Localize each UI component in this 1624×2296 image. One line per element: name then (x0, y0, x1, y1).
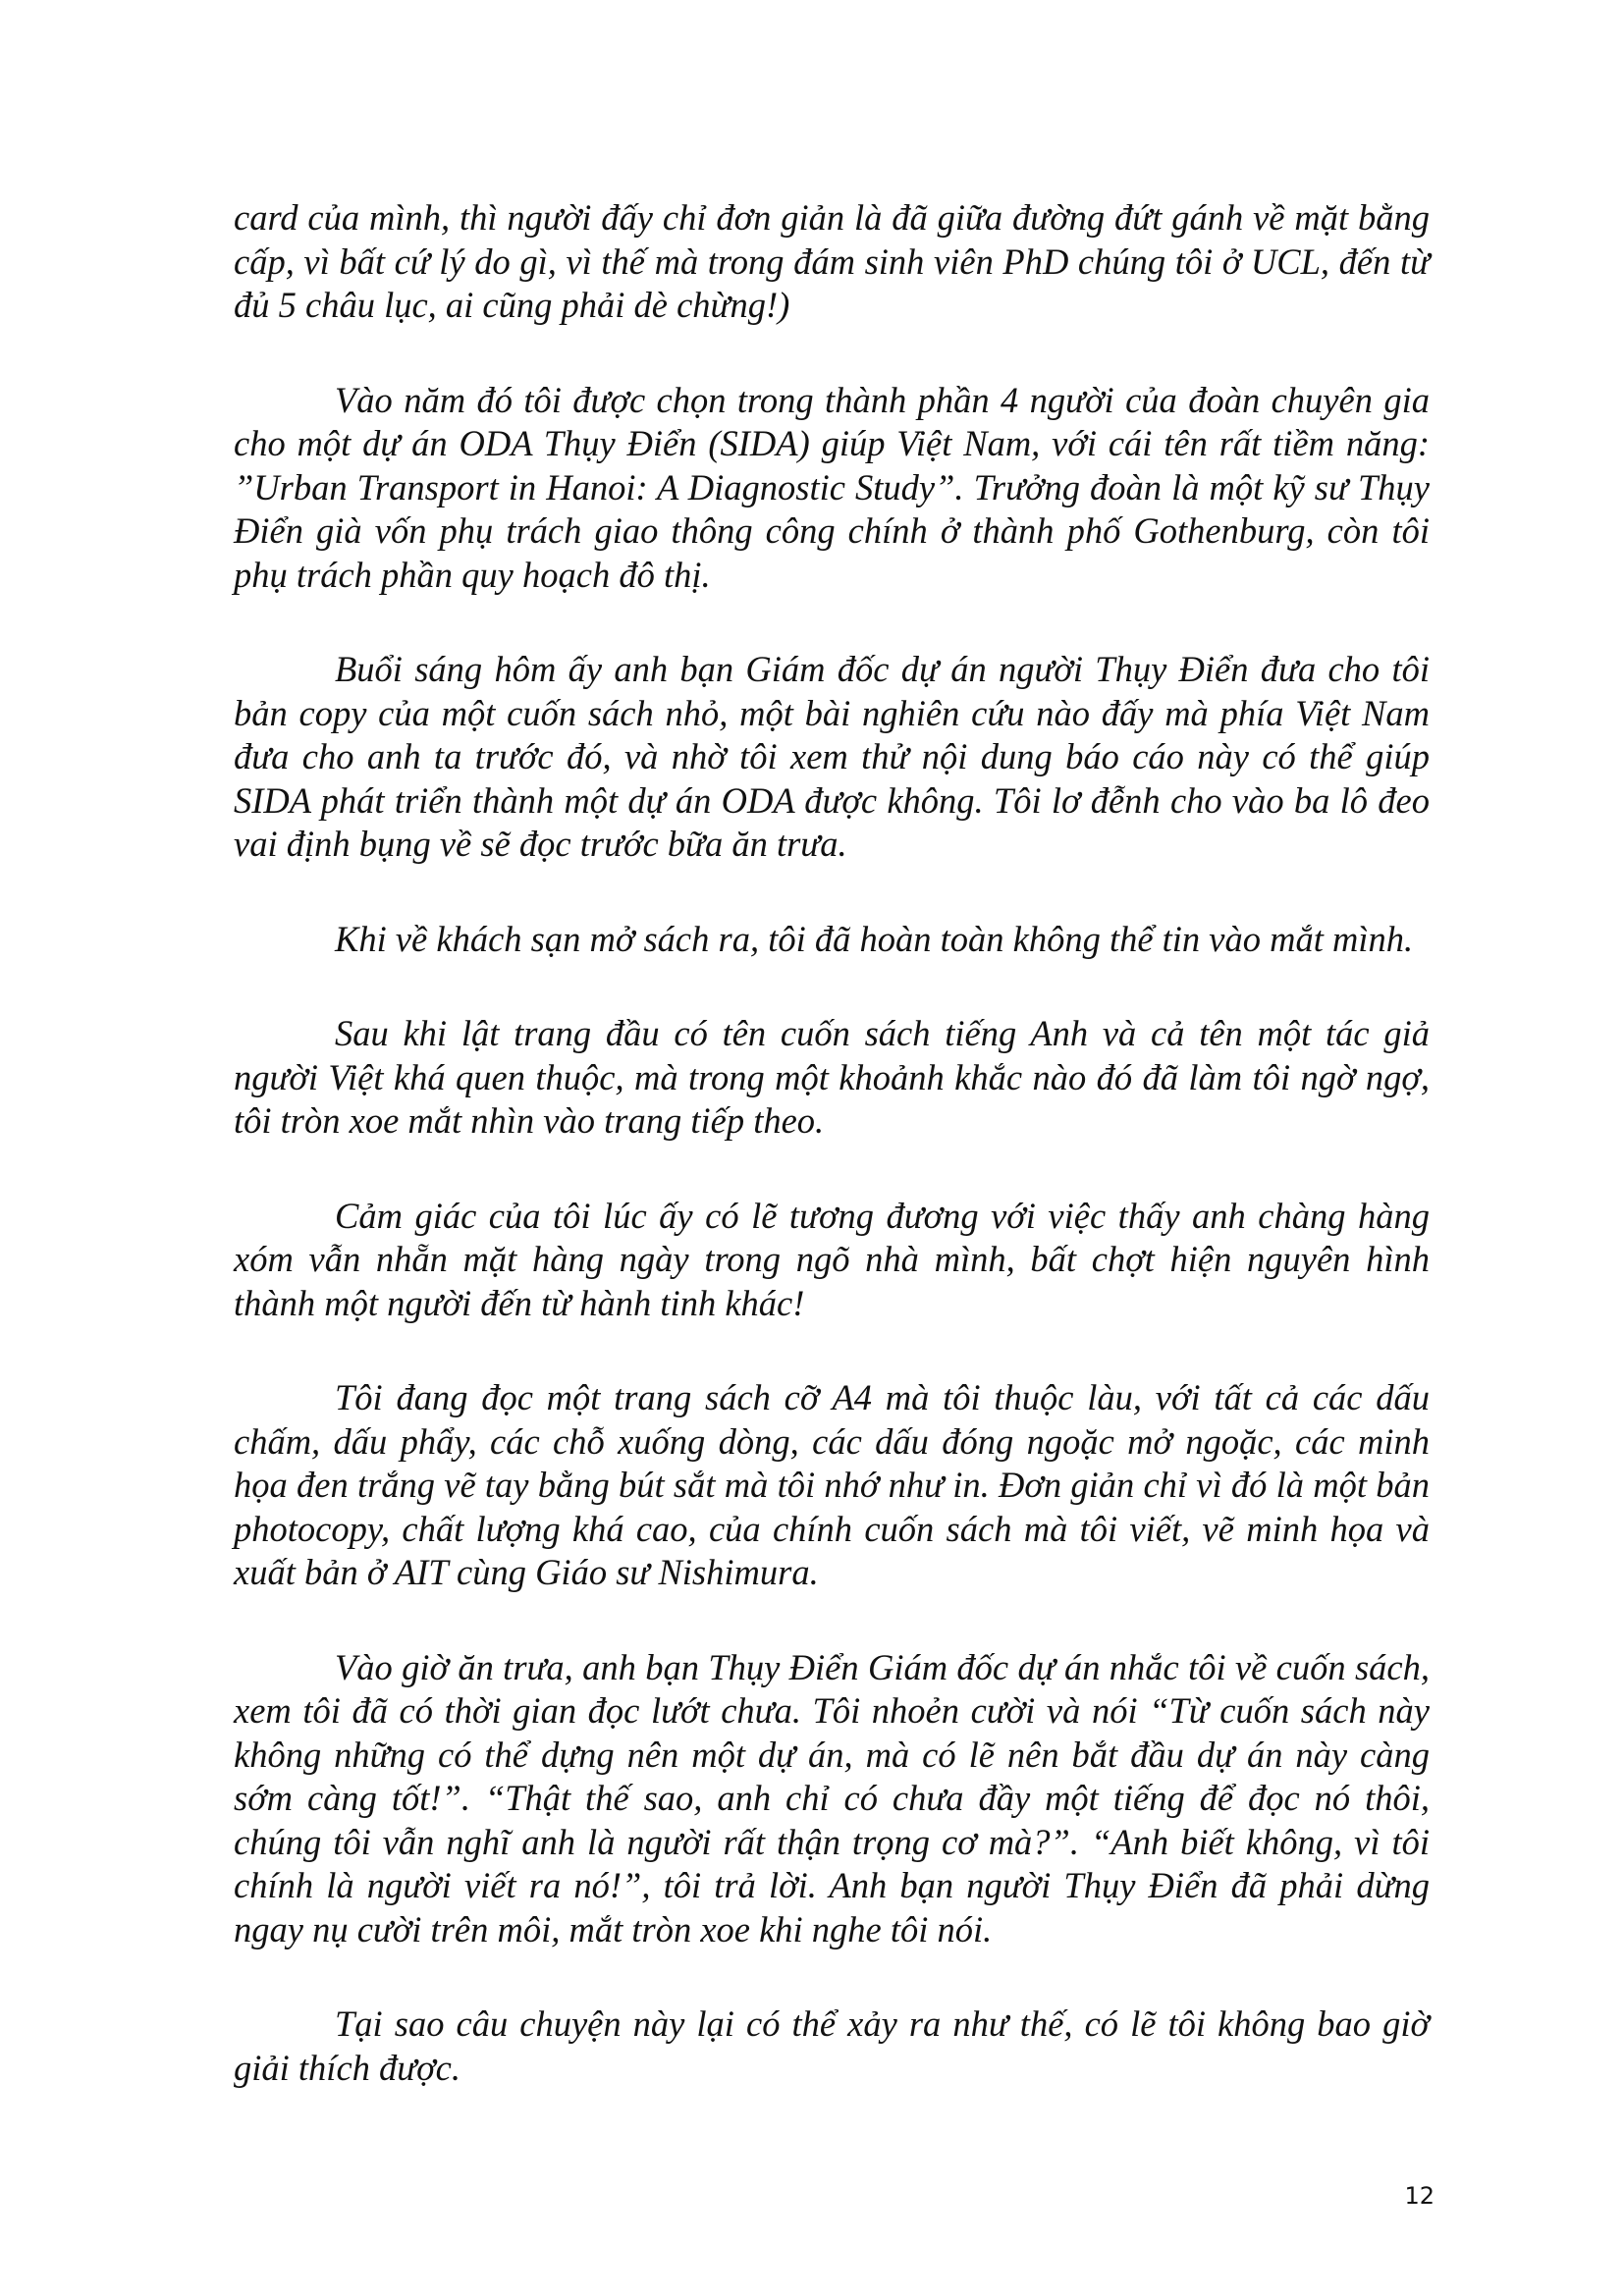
page-number: 12 (1404, 2182, 1435, 2210)
paragraph-lunch-conversation: Vào giờ ăn trưa, anh bạn Thụy Điển Giám đốc dự án nhắc tôi về cuốn sách, xem tôi đã có thời gian đọc lướt chưa. Tôi nhoẻn cười và nói “Từ cuốn sách này không những có thể dựng nên một dự án, mà có lẽ nên bắt đầu dự án này càng sớm càng tốt!”. “Thật thế sao, anh chỉ có chưa đầy một tiếng để đọc nó thôi, chúng tôi vẫn nghĩ anh là người rất thận trọng cơ mà?”. “Anh biết không, vì tôi chính là người viết ra nó!”, tôi trả lời. Anh bạn người Thụy Điển đã phải dừng ngay nụ cười trên môi, mắt tròn xoe khi nghe tôi nói. (234, 1646, 1430, 1949)
paragraph-conclusion: Tại sao câu chuyện này lại có thể xảy ra như thế, có lẽ tôi không bao giờ giải thích được. (234, 2003, 1430, 2088)
paragraph-book-copy: Buổi sáng hôm ấy anh bạn Giám đốc dự án người Thụy Điển đưa cho tôi bản copy của một cuốn sách nhỏ, một bài nghiên cứu nào đấy mà phía Việt Nam đưa cho anh ta trước đó, và nhờ tôi xem thử nội dung báo cáo này có thể giúp SIDA phát triển thành một dự án ODA được không. Tôi lơ đễnh cho vào ba lô đeo vai định bụng về sẽ đọc trước bữa ăn trưa. (234, 649, 1430, 864)
paragraph-disbelief: Khi về khách sạn mở sách ra, tôi đã hoàn toàn không thể tin vào mắt mình. (335, 918, 1414, 959)
paragraph-continuation: card của mình, thì người đấy chỉ đơn giản là đã giữa đường đứt gánh về mặt bằng cấp, vì bất cứ lý do gì, vì thế mà trong đám sinh viên PhD chúng tôi ở UCL, đến từ đủ 5 châu lục, ai cũng phải dè chừng!) (234, 197, 1430, 325)
paragraph-a4-page: Tôi đang đọc một trang sách cỡ A4 mà tôi thuộc làu, với tất cả các dấu chấm, dấu phẩy, các chỗ xuống dòng, các dấu đóng ngoặc mở ngoặc, các minh họa đen trắng vẽ tay bằng bút sắt mà tôi nhớ như in. Đơn giản chỉ vì đó là một bản photocopy, chất lượng khá cao, của chính cuốn sách mà tôi viết, vẽ minh họa và xuất bản ở AIT cùng Giáo sư Nishimura. (234, 1377, 1430, 1592)
paragraph-feeling: Cảm giác của tôi lúc ấy có lẽ tương đương với việc thấy anh chàng hàng xóm vẫn nhẵn mặt hàng ngày trong ngõ nhà mình, bất chợt hiện nguyên hình thành một người đến từ hành tinh khác! (234, 1195, 1430, 1323)
paragraph-sida-project: Vào năm đó tôi được chọn trong thành phần 4 người của đoàn chuyên gia cho một dự án ODA Thụy Điển (SIDA) giúp Việt Nam, với cái tên rất tiềm năng: ”Urban Transport in Hanoi: A Diagnostic Study”. Trưởng đoàn là một kỹ sư Thụy Điển già vốn phụ trách giao thông công chính ở thành phố Gothenburg, còn tôi phụ trách phần quy hoạch đô thị. (234, 379, 1430, 595)
paragraph-first-page: Sau khi lật trang đầu có tên cuốn sách tiếng Anh và cả tên một tác giả người Việt khá quen thuộc, mà trong một khoảnh khắc nào đó đã làm tôi ngờ ngợ, tôi tròn xoe mắt nhìn vào trang tiếp theo. (234, 1013, 1430, 1141)
body-text (234, 196, 1430, 2141)
